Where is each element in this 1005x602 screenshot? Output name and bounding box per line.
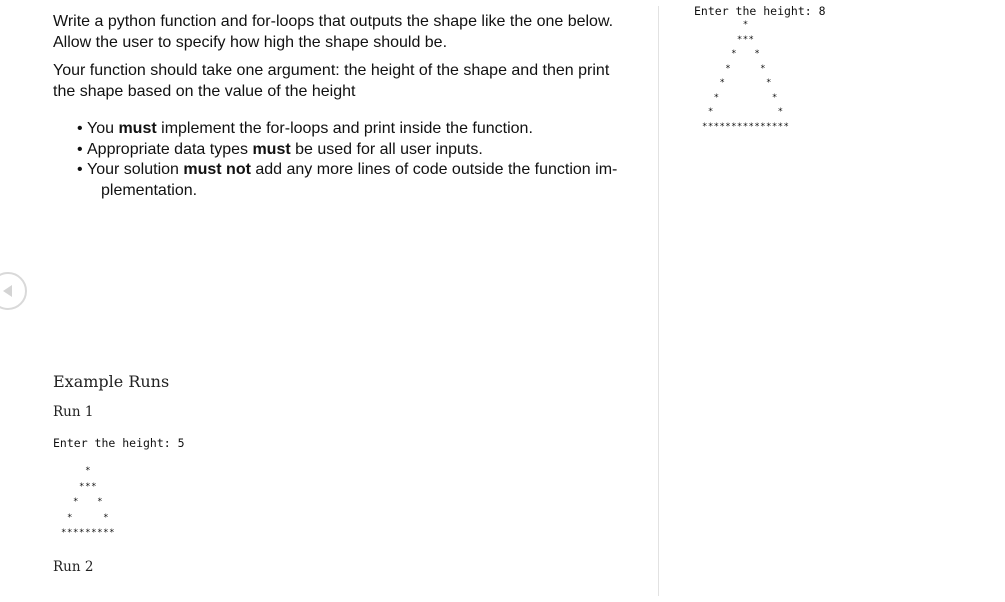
bullet-dot: • <box>77 140 83 158</box>
requirement-text: Appropriate data types must be used for all user inputs. <box>87 140 483 158</box>
bullet-dot: • <box>77 161 83 178</box>
requirements-list <box>77 119 633 201</box>
instructions-paragraph-2: Your function should take one argument: the height of the shape and then print the shape based on the value of the height <box>53 62 610 100</box>
requirement-item <box>77 140 633 161</box>
run-2-prompt: Enter the height: 8 <box>694 4 826 18</box>
requirement-item <box>77 119 633 140</box>
bullet-dot: • <box>77 120 83 137</box>
right-page <box>659 0 1005 602</box>
run-1-heading: Run 1 <box>53 404 94 420</box>
run-1-prompt: Enter the height: 5 <box>53 436 185 450</box>
requirement-text: You must implement the for-loops and print inside the function. <box>87 120 533 137</box>
run-2-heading: Run 2 <box>53 559 94 575</box>
requirement-text: Your solution must not add any more lines of code outside the function im- plementation. <box>87 161 618 199</box>
instructions-paragraph-1: Write a python function and for-loops that outputs the shape like the one below. Allow the user to specify how high the shape should be. <box>53 13 614 51</box>
run-1-shape-output: * *** * * * * ********* <box>61 466 116 538</box>
example-runs-heading: Example Runs <box>53 372 170 391</box>
chevron-left-icon <box>1 284 15 298</box>
previous-page-button[interactable] <box>0 272 27 310</box>
run-2-shape-output: * *** * * * * * * * * * * *************** <box>702 20 790 132</box>
requirement-item <box>77 160 633 201</box>
